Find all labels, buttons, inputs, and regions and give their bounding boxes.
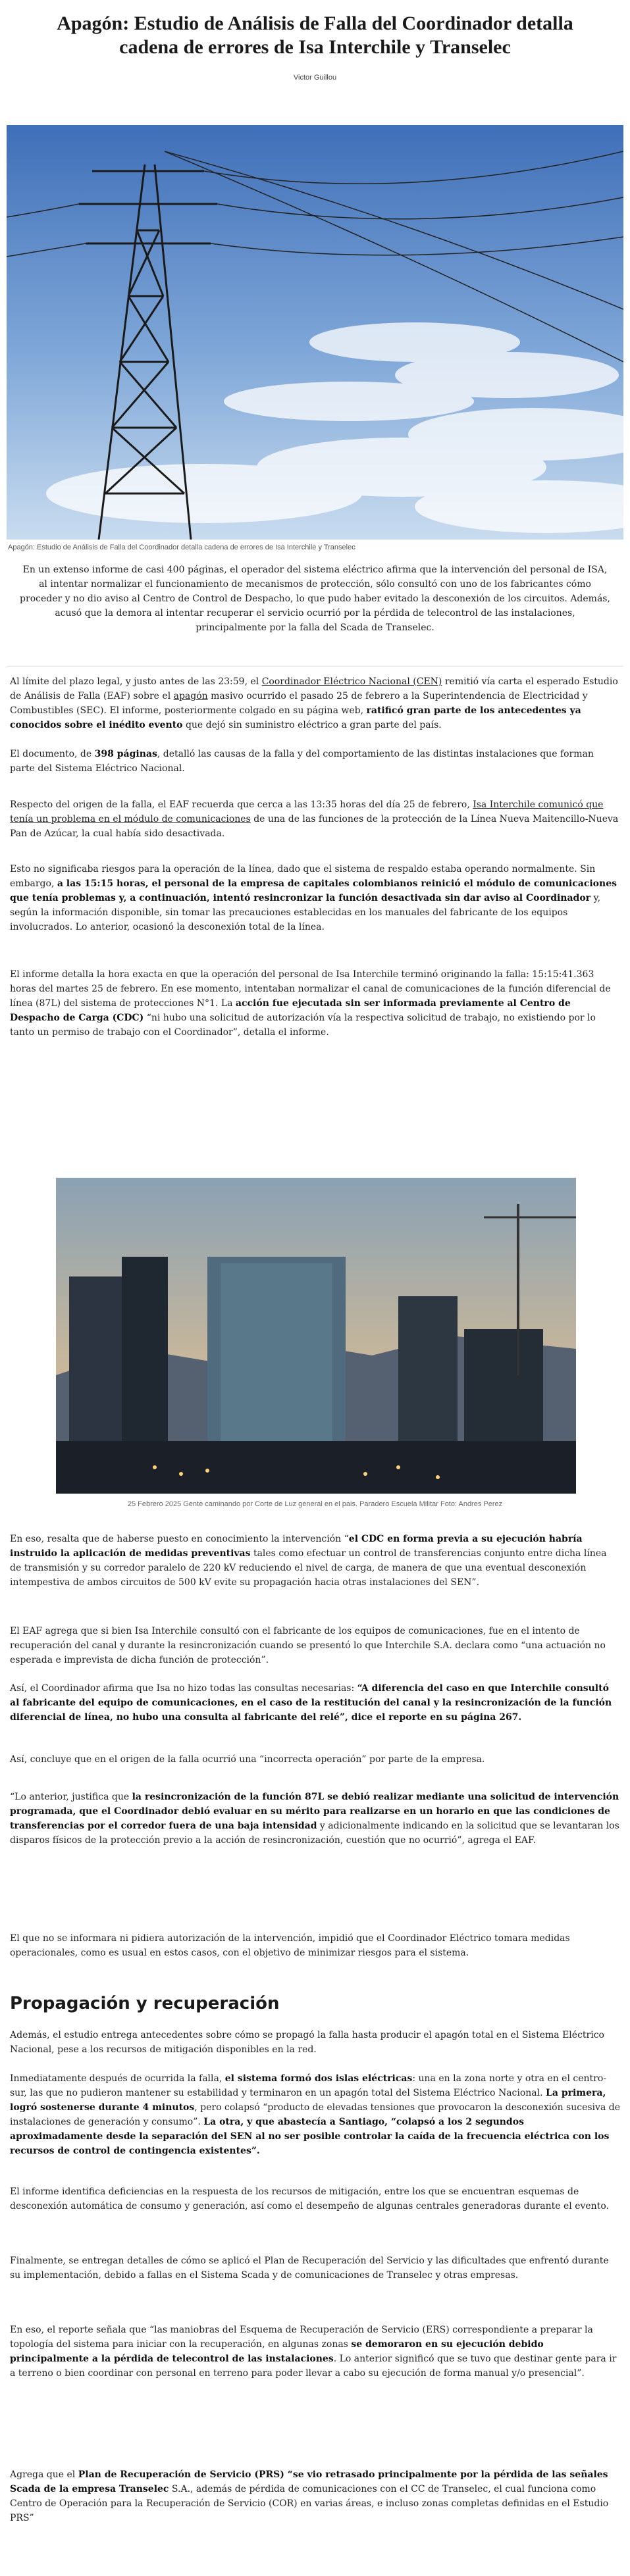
article-title: Apagón: Estudio de Análisis de Falla del Coordinador detalla cadena de errores de Isa Interchile y Transelec	[57, 13, 573, 58]
isa-interchile-link[interactable]: Isa Interchile comunicó que tenía un problema en el módulo de comunicaciones	[10, 799, 604, 824]
paragraph-4: Esto no significaba riesgos para la operación de la línea, dado que el sistema de respaldo estaba operando normalmente. Sin embargo, a las 15:15 horas, el personal de la empresa de capitales colombianos reinició el módulo de comunicaciones que tenía problemas y, a continuación, intentó resincronizar la función desactivada sin dar aviso al Coordinador y, según la información disponible, sin tomar las precauciones establecidas en los manuales del fabricante de los equipos involucrados. Lo anterior, ocasionó la desconexión total de la línea.	[10, 864, 617, 932]
paragraph-8: Así, el Coordinador afirma que Isa no hizo todas las consultas necesarias: “A diferencia del caso en que Interchile consultó al fabricante del equipo de comunicaciones, en el caso de la restitución del canal y la resincronización de la función diferencial de línea, no hubo una consulta al fabricante del relé”, dice el reporte en su página 267.	[10, 1683, 612, 1723]
paragraph-6: En eso, resalta que de haberse puesto en conocimiento la intervención “el CDC en forma previa a su ejecución habría instruido la aplicación de medidas preventivas tales como efectuar un control de transferencias conjunto entre dicha línea de transmisión y su corredor paralelo de 220 kV reduciendo el nivel de carga, de manera de que una eventual desconexión intempestiva de ambos circuitos de 500 kV evite su propagación hacia otras instalaciones del SEN”.	[10, 1534, 607, 1588]
city-skyline-photo	[56, 1178, 576, 1494]
paragraph-7: El EAF agrega que si bien Isa Interchile consultó con el fabricante de los equipos de comunicaciones, fue en el intento de recuperación del canal y durante la resincronización cuando se presentó lo que Interchile S.A. declara como “una actuación no esperada e imprevista de dicha función de protección”.	[10, 1626, 606, 1665]
power-tower-photo	[7, 125, 623, 540]
apagon-link[interactable]: apagón	[173, 691, 208, 701]
paragraph-17: Agrega que el Plan de Recuperación de Servicio (PRS) “se vio retrasado principalmente por la pérdida de las señales Scada de la empresa Transelec S.A., además de pérdida de comunicaciones con el CC de Transelec, el cual funciona como Centro de Operación para la Recuperación de Servicio (COR) en varias áreas, e incluso zonas completas definidas en el Estudio PRS”	[10, 2469, 609, 2523]
article-lead: En un extenso informe de casi 400 páginas, el operador del sistema eléctrico afirma que la intervención del personal de ISA, al intentar normalizar el funcionamiento de mecanismos de protección, sólo consultó con uno de los fabricantes cómo proceder y no dio aviso al Centro de Control de Despacho, lo que pudo haber evitado la desconexión de los circuitos. Además, acusó que la demora al intentar recuperar el servicio ocurrió por la pérdida de telecontrol de las instalaciones, principalmente por la falla del Scada de Transelec.	[20, 565, 610, 633]
hero-caption: Apagón: Estudio de Análisis de Falla del Coordinador detalla cadena de errores de Isa Interchile y Transelec	[8, 543, 355, 551]
photo-caption: 25 Febrero 2025 Gente caminando por Corte de Luz general en el pais. Paradero Escuela Militar Foto: Andres Perez	[127, 1500, 503, 1508]
paragraph-5: El informe detalla la hora exacta en que la operación del personal de Isa Interchile terminó originando la falla: 15:15:41.363 horas del martes 25 de febrero. En ese momento, intentaban normalizar el canal de comunicaciones de la función diferencial de línea (87L) del sistema de protecciones N°1. La acción fue ejecutada sin ser informada previamente al Centro de Despacho de Carga (CDC) “ni hubo una solicitud de autorización vía la respectiva solicitud de trabajo, no existiendo por lo tanto un permiso de trabajo con el Coordinador”, detalla el informe.	[10, 969, 611, 1038]
city-photo	[56, 1178, 576, 1494]
section-heading: Propagación y recuperación	[10, 1994, 280, 2013]
paragraph-14: El informe identifica deficiencias en la respuesta de los recursos de mitigación, entre los que se encuentran esquemas de desconexión automática de consumo y generación, así como el desempeño de algunas centrales generadoras durante el evento.	[10, 2186, 609, 2211]
cen-link[interactable]: Coordinador Eléctrico Nacional (CEN)	[261, 676, 442, 687]
divider	[7, 666, 623, 667]
paragraph-11: El que no se informara ni pidiera autorización de la intervención, impidió que el Coordinador Eléctrico tomara medidas operacionales, como es usual en estos casos, con el objetivo de minimizar riesgos para el sistema.	[10, 1933, 570, 1958]
paragraph-3: Respecto del origen de la falla, el EAF recuerda que cerca a las 13:35 horas del día 25 de febrero, Isa Interchile comunicó que tenía un problema en el módulo de comunicaciones de una de las funciones de la protección de la Línea Nueva Maitencillo-Nueva Pan de Azúcar, la cual había sido desactivada.	[10, 799, 619, 839]
paragraph-1: Al límite del plazo legal, y justo antes de las 23:59, el Coordinador Eléctrico Nacional (CEN) remitió vía carta el esperado Estudio de Análisis de Falla (EAF) sobre el apagón masivo ocurrido el pasado 25 de febrero a la Superintendencia de Electricidad y Combustibles (SEC). El informe, posteriormente colgado en su página web, ratificó gran parte de los antecedentes ya conocidos sobre el inédito evento que dejó sin suministro eléctrico a gran parte del país.	[10, 676, 618, 730]
author-byline[interactable]: Victor Guillou	[293, 74, 337, 82]
paragraph-16: En eso, el reporte señala que “las maniobras del Esquema de Recuperación de Servicio (ERS) correspondiente a preparar la topología del sistema para iniciar con la recuperación, en algunas zonas se demoraron en su ejecución debido principalmente a la pérdida de telecontrol de las instalaciones. Lo anterior significó que se tuvo que destinar gente para ir a terreno o bien coordinar con personal en terreno para poder llevar a cabo su ejecución de forma manual y/o presencial”.	[10, 2325, 617, 2379]
paragraph-10: “Lo anterior, justifica que la resincronización de la función 87L se debió realizar mediante una solicitud de intervención programada, que el Coordinador debió evaluar en su mérito para realizarse en un horario en que las condiciones de transferencias por el corredor fuera de una baja intensidad y adicionalmente indicando en la solicitud que se levantaran los disparos físicos de la protección previo a la acción de resincronización, cuestión que no ocurrió”, agrega el EAF.	[10, 1792, 619, 1846]
paragraph-15: Finalmente, se entregan detalles de cómo se aplicó el Plan de Recuperación del Servicio y las dificultades que enfrentó durante su implementación, debido a fallas en el Sistema Scada y de comunicaciones de Transelec y otras empresas.	[10, 2256, 609, 2281]
paragraph-2: El documento, de 398 páginas, detalló las causas de la falla y del comportamiento de las distintas instalaciones que forman parte del Sistema Eléctrico Nacional.	[10, 749, 594, 774]
hero-image	[7, 125, 623, 540]
paragraph-13: Inmediatamente después de ocurrida la falla, el sistema formó dos islas eléctricas: una en la zona norte y otra en el centro-sur, las que no pudieron mantener su estabilidad y terminaron en un apagón total del Sistema Eléctrico Nacional. La primera, logró sostenerse durante 4 minutos, pero colapsó “producto de elevadas tensiones que provocaron la desconexión sucesiva de instalaciones de generación y consumo”. La otra, y que abastecía a Santiago, “colapsó a los 2 segundos aproximadamente desde la separación del SEN al no ser posible controlar la caída de la frecuencia eléctrica con los recursos de control de contingencia existentes”.	[10, 2073, 620, 2156]
paragraph-12: Además, el estudio entrega antecedentes sobre cómo se propagó la falla hasta producir el apagón total en el Sistema Eléctrico Nacional, pese a los recursos de mitigación disponibles en la red.	[10, 2030, 604, 2055]
paragraph-9: Así, concluye que en el origen de la falla ocurrió una “incorrecta operación” por parte de la empresa.	[10, 1754, 485, 1765]
